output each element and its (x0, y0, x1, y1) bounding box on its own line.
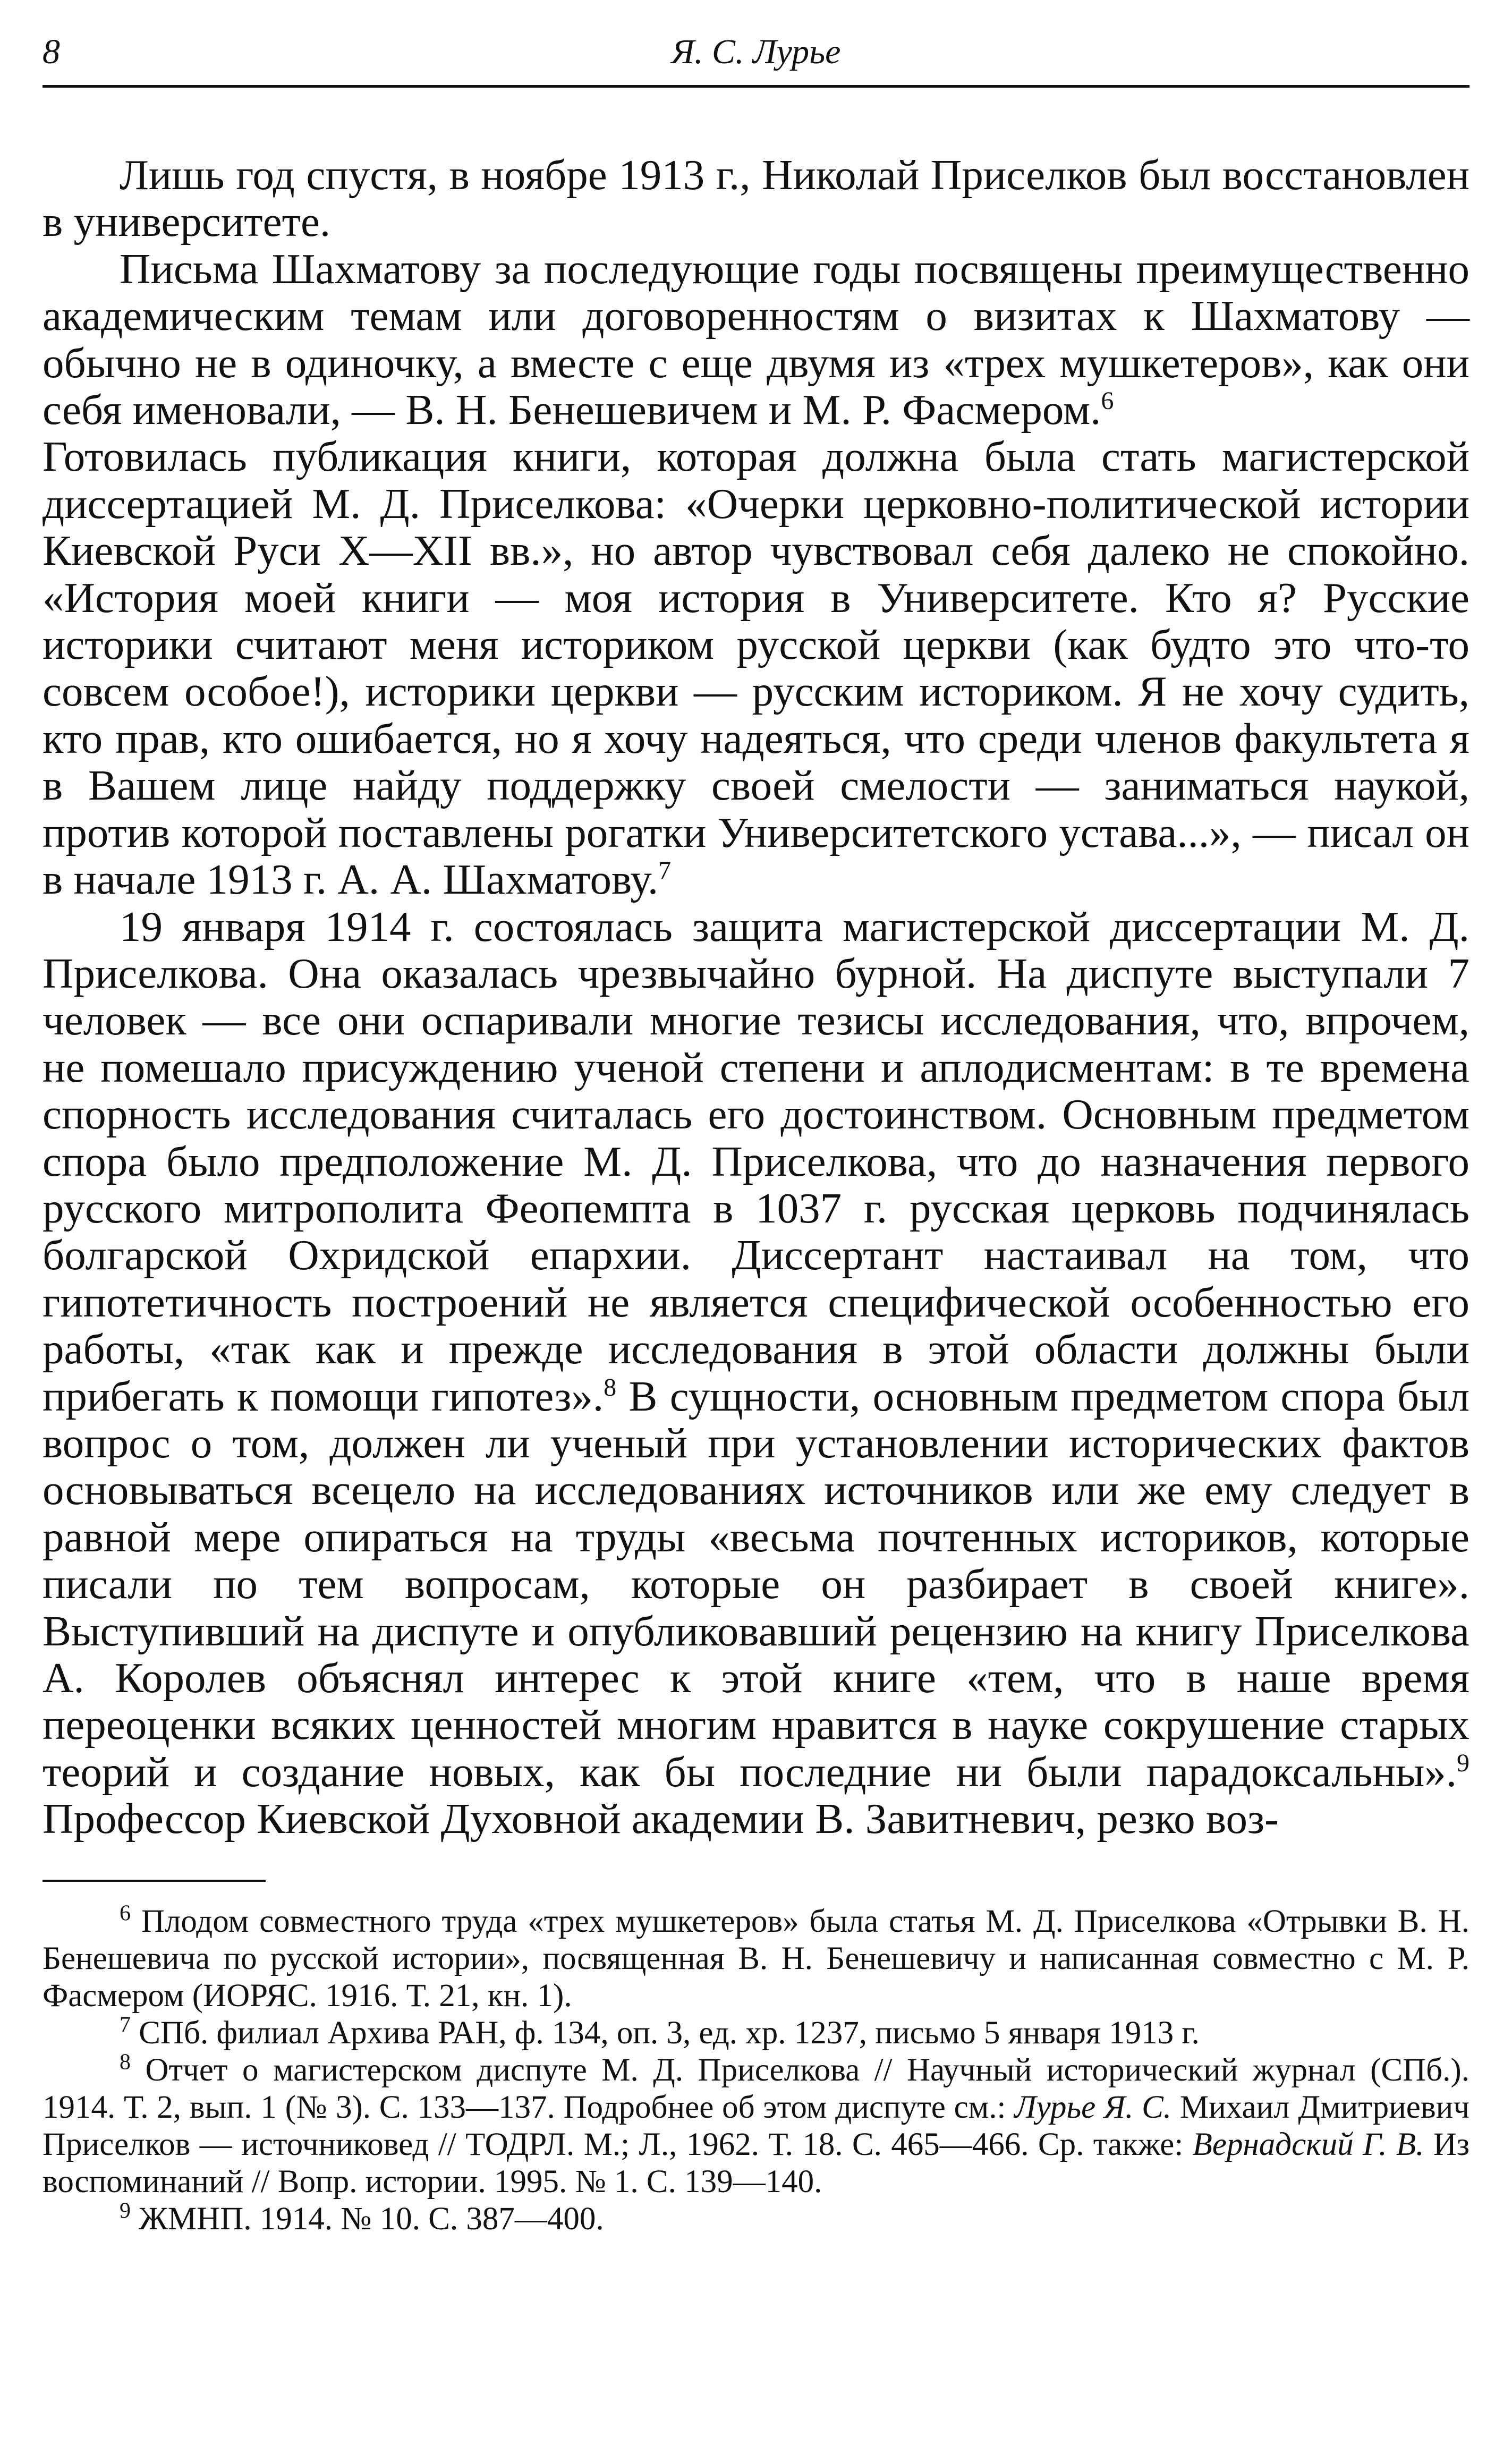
paragraph (43, 903, 1469, 1843)
paragraph-text: Письма Шахматову за последующие годы посвящены преимущественно академическим темам или договоренностям о визитах к Шахматову — обычно не в одиночку, а вместе с еще двумя из «трех мушкетеров», как они себя именовали, — В. Н. Бенешевичем и М. Р. Фасмером. (43, 244, 1469, 434)
footnote-mark: 9 (120, 2198, 131, 2223)
paragraph-text: 19 января 1914 г. состоялась защита магистерской диссертации М. Д. Приселкова. Она оказалась чрезвычайно бурной. На диспуте выступали 7 человек — все они оспаривали многие тезисы исследования, что, впрочем, не помешало присуждению ученой степени и аплодисментам: в те времена спорность исследования считалась его достоинством. Основным предметом спора было предположение М. Д. Приселкова, что до назначения первого русского митрополита Феопемпта в 1037 г. русская церковь подчинялась болгарской Охридской епархии. Диссертант настаивал на том, что гипотетичность построений не является специфической особенностью его работы, «так как и прежде исследования в этой области должны были прибегать к помощи гипотез». (43, 902, 1469, 1420)
footnote-author: Лурье Я. С. (1014, 2089, 1172, 2125)
footnote-reference: 8 (604, 1373, 617, 1402)
footnote-text: Из воспоминаний // Вопр. истории. 1995. № 1. С. 139—140. (43, 2126, 1469, 2200)
footnote-text: Отчет о магистерском диспуте М. Д. Приселкова // Научный исторический журнал (СПб.). 1914. Т. 2, вып. 1 (№ 3). С. 133—137. Подробнее об этом диспуте см.: (43, 2052, 1469, 2125)
paragraph (43, 433, 1469, 903)
footnotes (43, 1903, 1469, 2238)
footnote-mark: 7 (120, 2013, 131, 2037)
footnote-reference: 6 (1101, 387, 1114, 415)
paragraph-text: Профессор Киевской Духовной академии В. Завитневич, резко воз- (43, 1795, 1279, 1843)
footnote-text: ЖМНП. 1914. № 10. С. 387—400. (131, 2201, 604, 2237)
paragraph-text: Лишь год спустя, в ноябре 1913 г., Николай Приселков был восстановлен в университете. (43, 151, 1469, 246)
footnote (43, 2198, 1469, 2238)
footnote (43, 1903, 1469, 2015)
page-header (43, 21, 1469, 88)
footnote-mark: 8 (120, 2050, 131, 2075)
footnote (43, 2052, 1469, 2201)
footnote-mark: 6 (120, 1901, 131, 1926)
book-page (43, 21, 1469, 2423)
footnote-text: Плодом совместного труда «трех мушкетеров» была статья М. Д. Приселкова «Отрывки В. Н. Бенешевича по русской истории», посвященная В. Н. Бенешевичу и написанная совместно с М. Р. Фасмером (ИОРЯС. 1916. Т. 21, кн. 1). (43, 1903, 1469, 2014)
footnote (43, 2015, 1469, 2052)
footnote-divider (43, 1880, 266, 1882)
footnote-text: Михаил Дмитриевич Приселков — источниковед // ТОДРЛ. М.; Л., 1962. Т. 18. С. 465—466. Ср. также: (43, 2089, 1469, 2162)
main-text (43, 151, 1469, 1843)
paragraph-text: В сущности, основным предметом спора был вопрос о том, должен ли ученый при установлении исторических фактов основываться всецело на исследованиях источников или же ему следует в равной мере опираться на труды «весьма почтенных историков, которые писали по тем вопросам, которые он разбирает в своей книге». Выступивший на диспуте и опубликовавший рецензию на книгу Приселкова А. Королев объяснял интерес к этой книге «тем, что в наше время переоценки всяких ценностей многим нравится в науке сокрушение старых теорий и создание новых, как бы последние ни были парадоксальны». (43, 1372, 1469, 1796)
paragraph (43, 151, 1469, 245)
page-number: 8 (43, 32, 60, 71)
footnote-text: СПб. филиал Архива РАН, ф. 134, оп. 3, ед. хр. 1237, письмо 5 января 1913 г. (131, 2015, 1200, 2051)
running-head: Я. С. Лурье (671, 32, 841, 71)
paragraph-text: Готовилась публикация книги, которая должна была стать магистерской диссертацией М. Д. Приселкова: «Очерки церковно-политической истории Киевской Руси X—XII вв.», но автор чувствовал себя далеко не спокойно. «История моей книги — моя история в Университете. Кто я? Русские историки считают меня историком русской церкви (как будто это что-то совсем особое!), историки церкви — русским историком. Я не хочу судить, кто прав, кто ошибается, но я хочу надеяться, что среди членов факультета я в Вашем лице найду поддержку своей смелости — заниматься наукой, против которой поставлены рогатки Университетского устава...», — писал он в начале 1913 г. А. А. Шахматову. (43, 432, 1469, 904)
footnote-author: Вернадский Г. В. (1192, 2126, 1424, 2162)
footnote-reference: 7 (658, 856, 672, 885)
footnote-reference: 9 (1457, 1748, 1469, 1777)
paragraph (43, 245, 1469, 434)
